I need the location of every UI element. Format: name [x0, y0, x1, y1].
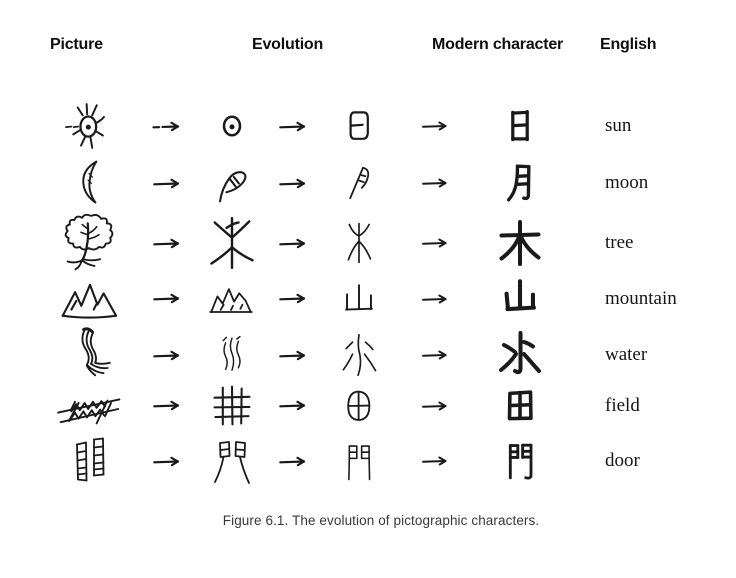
right-arrow-icon [420, 348, 454, 362]
modern-character-mountain [496, 277, 544, 321]
modern-character-field [499, 385, 541, 427]
right-arrow-icon [277, 176, 313, 191]
field-seal-form-icon [339, 385, 379, 427]
english-cell [560, 115, 631, 137]
sun-drawing-icon [62, 95, 118, 157]
english-cell [560, 172, 648, 194]
door-drawing-icon [65, 432, 115, 490]
english-word: moon [605, 172, 649, 193]
arrow-cell [420, 348, 454, 362]
right-arrow-icon [277, 291, 313, 306]
row-water [40, 326, 736, 379]
english-cell [560, 395, 640, 417]
mountain-seal-form-icon [336, 280, 382, 318]
right-arrow-icon [277, 454, 313, 469]
seal-form-cell [337, 433, 381, 489]
right-arrow-icon [420, 292, 454, 306]
seal-form-cell [337, 216, 381, 270]
arrow-cell [151, 291, 187, 306]
picture-cell [64, 326, 116, 384]
modern-character-water [495, 330, 545, 380]
picture-cell [62, 95, 118, 157]
ancient-form-cell [205, 215, 259, 271]
door-ancient-form-icon [207, 433, 257, 489]
column-headers [0, 36, 736, 58]
right-arrow-icon [420, 236, 454, 250]
row-field [40, 379, 736, 432]
arrow-cell [277, 348, 313, 363]
arrow-cell [151, 398, 187, 413]
modern-character-cell [499, 385, 541, 427]
row-moon [40, 155, 736, 211]
tree-seal-form-icon [337, 216, 381, 270]
modern-character-door [498, 434, 542, 488]
english-word: tree [605, 232, 634, 253]
english-word: door [605, 450, 640, 471]
arrow-cell [277, 236, 313, 251]
ancient-form-cell [206, 279, 258, 319]
modern-character-cell [498, 434, 542, 488]
right-arrow-icon [151, 119, 187, 134]
arrow-cell [420, 454, 454, 468]
modern-character-cell [499, 157, 541, 209]
arrow-cell [151, 176, 187, 191]
tree-drawing-icon [62, 211, 118, 275]
arrow-cell [420, 176, 454, 190]
moon-drawing-icon [73, 156, 107, 210]
right-arrow-icon [420, 399, 454, 413]
right-arrow-icon [420, 454, 454, 468]
right-arrow-icon [151, 398, 187, 413]
right-arrow-icon [151, 236, 187, 251]
seal-form-cell [336, 280, 382, 318]
mountain-ancient-form-icon [206, 279, 258, 319]
ancient-form-cell [209, 382, 255, 430]
column-header-evolution: Evolution [252, 36, 324, 53]
modern-character-cell [501, 103, 539, 149]
arrow-cell [420, 399, 454, 413]
arrow-cell [420, 119, 454, 133]
right-arrow-icon [151, 291, 187, 306]
arrow-cell [277, 176, 313, 191]
arrow-cell [151, 348, 187, 363]
picture-cell [65, 432, 115, 490]
arrow-cell [277, 119, 313, 134]
seal-form-cell [339, 385, 379, 427]
column-header-picture: Picture [50, 36, 103, 53]
right-arrow-icon [277, 348, 313, 363]
english-cell [560, 344, 647, 366]
evolution-table [0, 95, 736, 490]
arrow-cell [151, 454, 187, 469]
seal-form-cell [339, 157, 379, 209]
moon-seal-form-icon [339, 157, 379, 209]
arrow-cell [420, 236, 454, 250]
right-arrow-icon [277, 119, 313, 134]
column-header-modern: Modern character [432, 36, 564, 53]
mountain-drawing-icon [59, 277, 121, 321]
modern-character-cell [495, 330, 545, 380]
modern-character-cell [495, 218, 545, 268]
right-arrow-icon [151, 348, 187, 363]
english-cell [560, 450, 640, 472]
ancient-form-cell [207, 433, 257, 489]
sun-seal-form-icon [339, 102, 379, 150]
arrow-cell [277, 291, 313, 306]
arrow-cell [277, 454, 313, 469]
tree-ancient-form-icon [205, 215, 259, 271]
picture-cell [59, 277, 121, 321]
right-arrow-icon [151, 454, 187, 469]
english-word: field [605, 394, 640, 416]
door-seal-form-icon [337, 433, 381, 489]
english-word: sun [605, 115, 632, 136]
ancient-form-cell [209, 158, 255, 208]
arrow-cell [151, 236, 187, 251]
ancient-form-cell [211, 102, 253, 150]
arrow-cell [151, 119, 187, 134]
row-mountain [40, 271, 736, 326]
picture-cell [62, 211, 118, 275]
water-ancient-form-icon [212, 328, 252, 382]
water-seal-form-icon [336, 329, 382, 381]
right-arrow-icon [277, 398, 313, 413]
right-arrow-icon [420, 119, 454, 133]
sun-ancient-form-icon [211, 102, 253, 150]
row-sun [40, 95, 736, 155]
english-word: water [605, 344, 648, 365]
column-header-english: English [600, 36, 657, 53]
moon-ancient-form-icon [209, 158, 255, 208]
modern-character-cell [496, 277, 544, 321]
ancient-form-cell [212, 328, 252, 382]
figure-caption: Figure 6.1. The evolution of pictographic characters. [222, 513, 540, 528]
right-arrow-icon [420, 176, 454, 190]
arrow-cell [420, 292, 454, 306]
row-door [40, 432, 736, 490]
seal-form-cell [336, 329, 382, 381]
modern-character-sun [501, 103, 539, 149]
seal-form-cell [339, 102, 379, 150]
picture-cell [57, 385, 123, 427]
english-word: mountain [605, 287, 677, 309]
right-arrow-icon [151, 176, 187, 191]
english-cell [560, 232, 633, 254]
picture-cell [73, 156, 107, 210]
arrow-cell [277, 398, 313, 413]
right-arrow-icon [277, 236, 313, 251]
field-ancient-form-icon [209, 382, 255, 430]
modern-character-moon [499, 157, 541, 209]
field-drawing-icon [57, 385, 123, 427]
row-tree [40, 211, 736, 271]
english-cell [560, 288, 677, 310]
water-drawing-icon [64, 326, 116, 384]
modern-character-tree [495, 218, 545, 268]
